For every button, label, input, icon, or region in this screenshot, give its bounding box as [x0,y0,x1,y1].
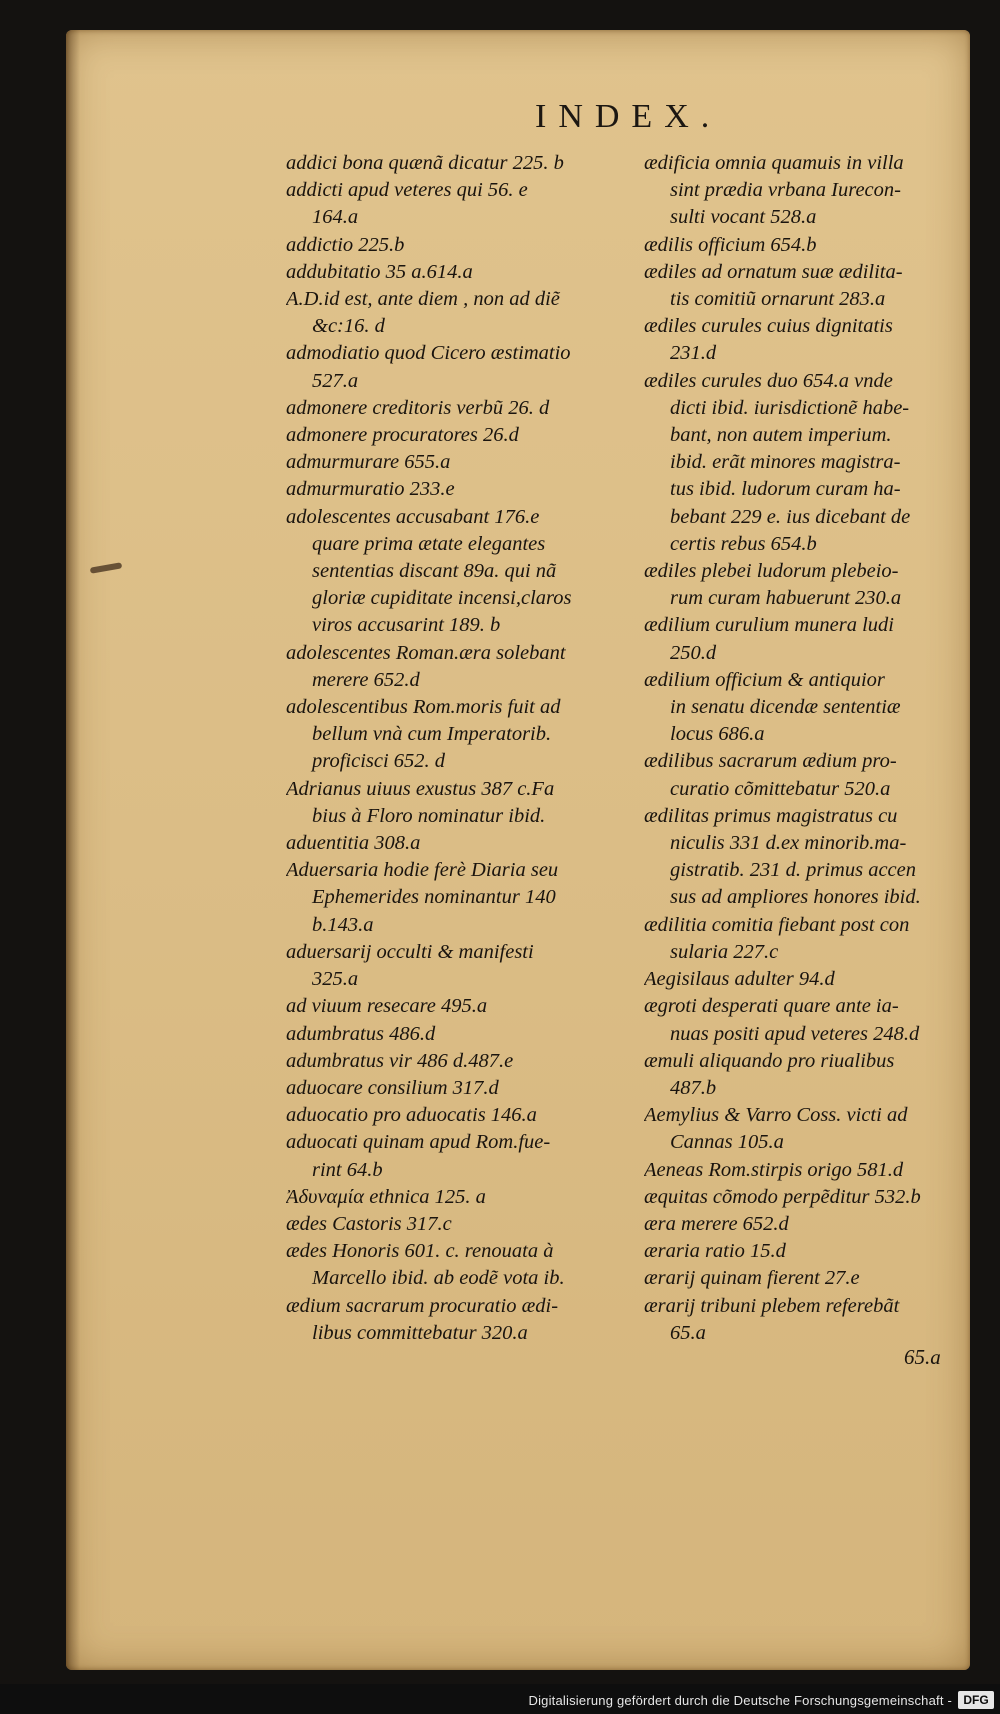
page-title: INDEX. [535,98,722,135]
index-entry [644,558,972,612]
index-entry [286,395,614,422]
index-entry-line: ædilitia comitia fiebant post con [644,913,910,936]
index-entry [286,259,614,286]
index-entry-line: b.143.a [312,913,374,936]
index-entry-line: 325.a [312,968,359,991]
index-entry-line: sularia 227.c [670,940,779,963]
index-entry [644,1157,972,1184]
index-entry [286,476,614,503]
index-entry [644,1184,972,1211]
index-entry [286,1211,614,1238]
index-entry [286,1129,614,1183]
index-entry [286,340,614,394]
index-entry-line: ærarij quinam fierent 27.e [644,1267,860,1290]
index-entry-line: &c:16. d [312,315,385,338]
index-entry-line: ibid. erãt minores magistra- [670,451,901,474]
index-entry-line: admurmuratio 233.e [286,478,455,501]
index-entry [644,150,972,232]
index-entry-line: 527.a [312,369,359,392]
index-column-right [644,150,972,1347]
index-entry-line: addictio 225.b [286,233,405,256]
index-entry-line: ad viuum resecare 495.a [286,995,488,1018]
index-entry-line: Ephemerides nominantur 140 [312,886,556,909]
index-entry-line: bant, non autem imperium. [670,424,892,447]
index-entry-line: ægroti desperati quare ante ia- [644,995,899,1018]
index-entry-line: ædiles curules duo 654.a vnde [644,369,893,392]
index-entry [286,830,614,857]
index-entry [644,313,972,367]
index-entry-line: 231.d [670,342,717,365]
index-entry-line: Aeneas Rom.stirpis origo 581.d [644,1158,904,1181]
index-entry-line: bebant 229 e. ius dicebant de [670,505,911,528]
index-entry-line: rum curam habuerunt 230.a [670,587,902,610]
index-entry-line: rint 64.b [312,1158,383,1181]
index-entry [286,993,614,1020]
index-entry-line: ædes Honoris 601. c. renouata à [286,1240,554,1263]
index-entry [644,1211,972,1238]
index-entry [644,667,972,749]
index-entry-line: Marcello ibid. ab eodẽ vota ib. [312,1267,565,1290]
index-entry [644,748,972,802]
index-entry-line: addubitatio 35 a.614.a [286,260,473,283]
index-entry-line: quare prima ætate elegantes [312,532,546,555]
index-entry [286,1102,614,1129]
index-entry [286,1238,614,1292]
index-column-left [286,150,614,1347]
index-entry-line: gistratib. 231 d. primus accen [670,859,916,882]
index-entry [286,286,614,340]
index-entry-line: dicti ibid. iurisdictionẽ habe- [670,396,910,419]
index-entry [286,640,614,694]
index-entry-line: aduentitia 308.a [286,832,421,855]
index-entry [644,259,972,313]
index-entry-line: tus ibid. ludorum curam ha- [670,478,901,501]
index-entry [286,422,614,449]
index-entry-line: 250.d [670,641,717,664]
index-entry-line: adumbratus 486.d [286,1022,436,1045]
index-entry [286,150,614,177]
index-entry-line: admurmurare 655.a [286,451,451,474]
dfg-logo: DFG [958,1691,994,1709]
index-entry-line: ædilium officium & antiquior [644,668,885,691]
index-entry-line: proficisci 652. d [312,750,446,773]
index-entry-line: ærarij tribuni plebem referebãt [644,1294,900,1317]
index-entry [644,1293,972,1347]
footer-bar [0,1684,1000,1714]
index-entry-line: bius à Floro nominatur ibid. [312,804,546,827]
index-entry-line: Aduersaria hodie ferè Diaria seu [286,859,559,882]
index-entry-line: 65.a [670,1321,706,1344]
index-entry [644,803,972,912]
index-entry-line: Adrianus uiuus exustus 387 c.Fa [286,777,555,800]
index-entry-line: æra merere 652.d [644,1212,789,1235]
index-entry [286,1184,614,1211]
index-entry-line: 487.b [670,1076,717,1099]
index-entry-line: ædilitas primus magistratus cu [644,804,898,827]
index-entry-line: tis comitiũ ornarunt 283.a [670,288,886,311]
index-entry-line: adumbratus vir 486 d.487.e [286,1049,514,1072]
index-entry-line: sententias discant 89a. qui nã [312,560,557,583]
index-entry [644,612,972,666]
index-entry-line: Aegisilaus adulter 94.d [644,968,835,991]
index-entry-line: ædilibus sacrarum ædium pro- [644,750,897,773]
index-entry-line: æquitas cõmodo perpẽditur 532.b [644,1185,921,1208]
index-entry-line: ædilium curulium munera ludi [644,614,894,637]
index-entry-line: æraria ratio 15.d [644,1240,786,1263]
index-entry-line: in senatu dicendæ sententiæ [670,696,901,719]
index-entry [286,1021,614,1048]
index-entry [286,1075,614,1102]
catchword: 65.a [904,1345,941,1369]
index-entry [286,504,614,640]
index-entry [286,776,614,830]
index-entry-line: locus 686.a [670,723,765,746]
index-entry-line: aduocati quinam apud Rom.fue- [286,1131,551,1154]
index-entry-line: curatio cõmittebatur 520.a [670,777,891,800]
index-entry [644,1238,972,1265]
index-entry-line: adolescentibus Rom.moris fuit ad [286,696,561,719]
index-entry-line: addicti apud veteres qui 56. e [286,179,528,202]
index-entry-line: adolescentes accusabant 176.e [286,505,540,528]
index-entry-line: æmuli aliquando pro riualibus [644,1049,895,1072]
index-entry [286,232,614,259]
index-entry [286,1048,614,1075]
index-entry-line: ædiles plebei ludorum plebeio- [644,560,899,583]
index-entry-line: viros accusarint 189. b [312,614,501,637]
index-entry [644,232,972,259]
index-entry-line: nuas positi apud veteres 248.d [670,1022,920,1045]
index-entry-line: niculis 331 d.ex minorib.ma- [670,832,907,855]
index-entry [286,177,614,231]
index-entry [644,966,972,993]
index-entry-line: A.D.id est, ante diem , non ad diẽ [286,288,560,311]
index-entry-line: aduocare consilium 317.d [286,1076,499,1099]
index-entry-line: certis rebus 654.b [670,532,817,555]
index-entry-line: sint prædia vrbana Iurecon- [670,179,901,202]
index-entry-line: Ἀδυναμία ethnica 125. a [286,1185,486,1208]
index-entry [286,939,614,993]
index-entry-line: gloriæ cupiditate incensi,claros [312,587,572,610]
index-entry [644,1265,972,1292]
index-entry [286,1293,614,1347]
index-entry-line: sus ad ampliores honores ibid. [670,886,921,909]
footer-credit: Digitalisierung gefördert durch die Deutsche Forschungsgemeinschaft - [528,1693,952,1708]
index-entry-line: aduocatio pro aduocatis 146.a [286,1104,537,1127]
index-entry-line: addici bona quænã dicatur 225. b [286,152,564,174]
index-entry-line: ædiles ad ornatum suæ ædilita- [644,260,903,283]
index-entry-line: ædilis officium 654.b [644,233,817,256]
index-entry-line: 164.a [312,206,359,229]
index-entry-line: aduersarij occulti & manifesti [286,940,534,963]
index-entry-line: admodiatio quod Cicero æstimatio [286,342,571,365]
index-entry [644,368,972,558]
index-entry [286,857,614,939]
index-entry-line: ædiles curules cuius dignitatis [644,315,893,338]
index-entry-line: ædium sacrarum procuratio ædi- [286,1294,559,1317]
index-entry [644,993,972,1047]
index-entry-line: merere 652.d [312,668,420,691]
index-entry-line: sulti vocant 528.a [670,206,817,229]
index-entry [644,912,972,966]
index-entry-line: admonere creditoris verbũ 26. d [286,396,550,419]
page-gutter-shadow [66,30,80,1670]
index-entry [644,1102,972,1156]
index-entry [644,1048,972,1102]
index-entry-line: Aemylius & Varro Coss. victi ad [644,1104,908,1127]
index-entry-line: bellum vnà cum Imperatorib. [312,723,552,746]
index-entry-line: Cannas 105.a [670,1131,784,1154]
index-entry-line: libus committebatur 320.a [312,1321,528,1344]
index-entry-line: admonere procuratores 26.d [286,424,519,447]
index-entry-line: ædificia omnia quamuis in villa [644,152,904,174]
index-entry [286,449,614,476]
index-entry-line: adolescentes Roman.æra solebant [286,641,566,664]
index-entry-line: ædes Castoris 317.c [286,1212,452,1235]
index-entry [286,694,614,776]
